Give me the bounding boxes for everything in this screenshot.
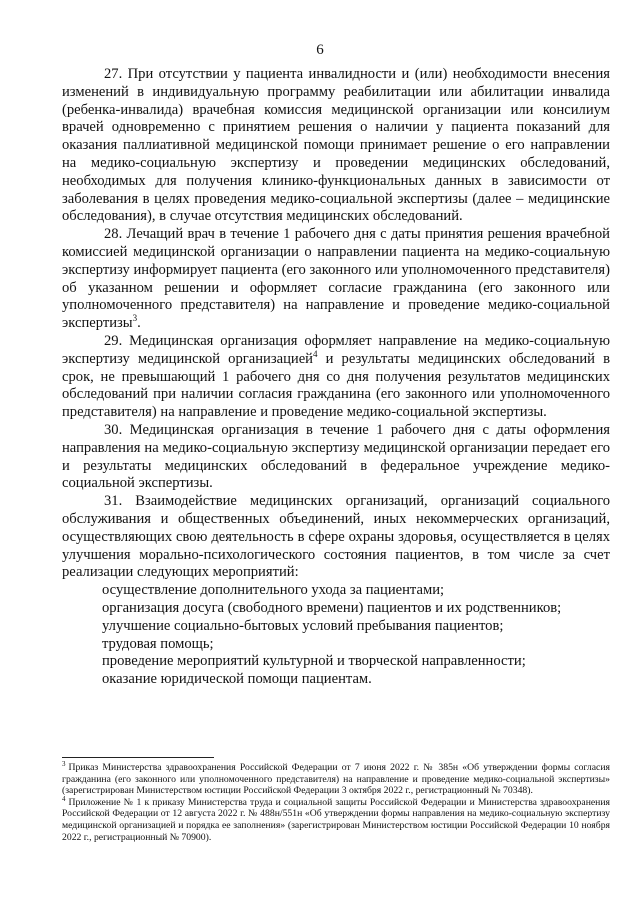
page-number: 6: [316, 42, 324, 58]
list-item: трудовая помощь;: [102, 635, 214, 652]
footnote-mark: 4: [62, 794, 66, 803]
list-item: проведение мероприятий культурной и творческой направленности;: [102, 653, 526, 670]
paragraph-28-end: .: [137, 315, 141, 332]
paragraph-29-text-b: и результаты медицинских обследований в срок, не превышающий 1 рабочего дня со дня получения результатов медицинских обследований при наличии согласия гражданина (его законного или уполномоченного представителя) на направление и проведение медико-социальной экспертизы.: [62, 350, 610, 421]
footnote-divider: [62, 757, 214, 758]
footnote-text: Приложение № 1 к приказу Министерства труда и социальной защиты Российской Федерации и Министерства здравоохранения Российской Федерации от 12 августа 2022 г. № 488н/551н «Об утверждении формы направления на медико-социальную экспертизу медицинской организацией и порядка ее заполнения» (зарегистрирован Министерством юстиции Российской Федерации 10 ноября 2022 г., регистрационный № 70900).: [62, 796, 610, 843]
footnote-3: [62, 759, 610, 797]
paragraph-31: 31. Взаимодействие медицинских организаций, организаций социального обслуживания и общественных объединений, иных некоммерческих организаций, осуществляющих свою деятельность в сфере охраны здоровья, осуществляется в целях улучшения морально-психологического состояния пациентов, в том числе за счет реализации следующих мероприятий:: [62, 493, 610, 581]
list-item: организация досуга (свободного времени) пациентов и их родственников;: [102, 599, 562, 616]
paragraph-27: 27. При отсутствии у пациента инвалидности и (или) необходимости внесения изменений в индивидуальную программу реабилитации или абилитации инвалида (ребенка-инвалида) врачебная комиссия медицинской организации или консилиум врачей одновременно с принятием решения о наличии у пациента показаний для оказания паллиативной медицинской помощи принимает решение о его направлении на медико-социальную экспертизу и проведении медицинских обследований, необходимых для получения клинико-функциональных данных в зависимости от заболевания в целях проведения медико-социальной экспертизы (далее – медицинские обследования), в случае отсутствия медицинских обследований.: [62, 66, 610, 225]
footnote-text: Приказ Министерства здравоохранения Российской Федерации от 7 июня 2022 г. № 385н «Об утверждении формы согласия гражданина (его законного или уполномоченного представителя) на направление и проведение медико-социальной экспертизы» (зарегистрирован Министерством юстиции Российской Федерации 3 октября 2022 г., регистрационный № 70348).: [62, 762, 610, 797]
paragraph-29-text-a: 29. Медицинская организация оформляет направление на медико-социальную экспертизу медицинской организацией: [62, 332, 610, 367]
document-body: [62, 66, 610, 689]
footnote-mark: 3: [62, 759, 66, 768]
paragraph-30: 30. Медицинская организация в течение 1 рабочего дня с даты оформления направления на медико-социальную экспертизу медицинской организации передает его и результаты медицинских обследований в федеральное учреждение медико-социальной экспертизы.: [62, 421, 610, 492]
footnote-4: [62, 794, 610, 843]
footnote-ref-4: 4: [312, 348, 318, 359]
paragraph-28-text: 28. Лечащий врач в течение 1 рабочего дня с даты принятия решения врачебной комиссией медицинской организации о направлении пациента на медико-социальную экспертизу информирует пациента (его законного или уполномоченного представителя) об указанном решении и оформляет согласие гражданина (его законного или уполномоченного представителя) на направление и проведение медико-социальной экспертизы: [62, 226, 610, 332]
list-item: оказание юридической помощи пациентам.: [102, 671, 372, 688]
footnote-ref-3: 3: [132, 313, 138, 324]
list-item: осуществление дополнительного ухода за пациентами;: [102, 582, 445, 599]
paragraph-29: [62, 333, 610, 422]
list-item: улучшение социально-бытовых условий пребывания пациентов;: [102, 617, 504, 634]
footnotes-section: [62, 759, 610, 843]
paragraph-28: [62, 226, 610, 333]
